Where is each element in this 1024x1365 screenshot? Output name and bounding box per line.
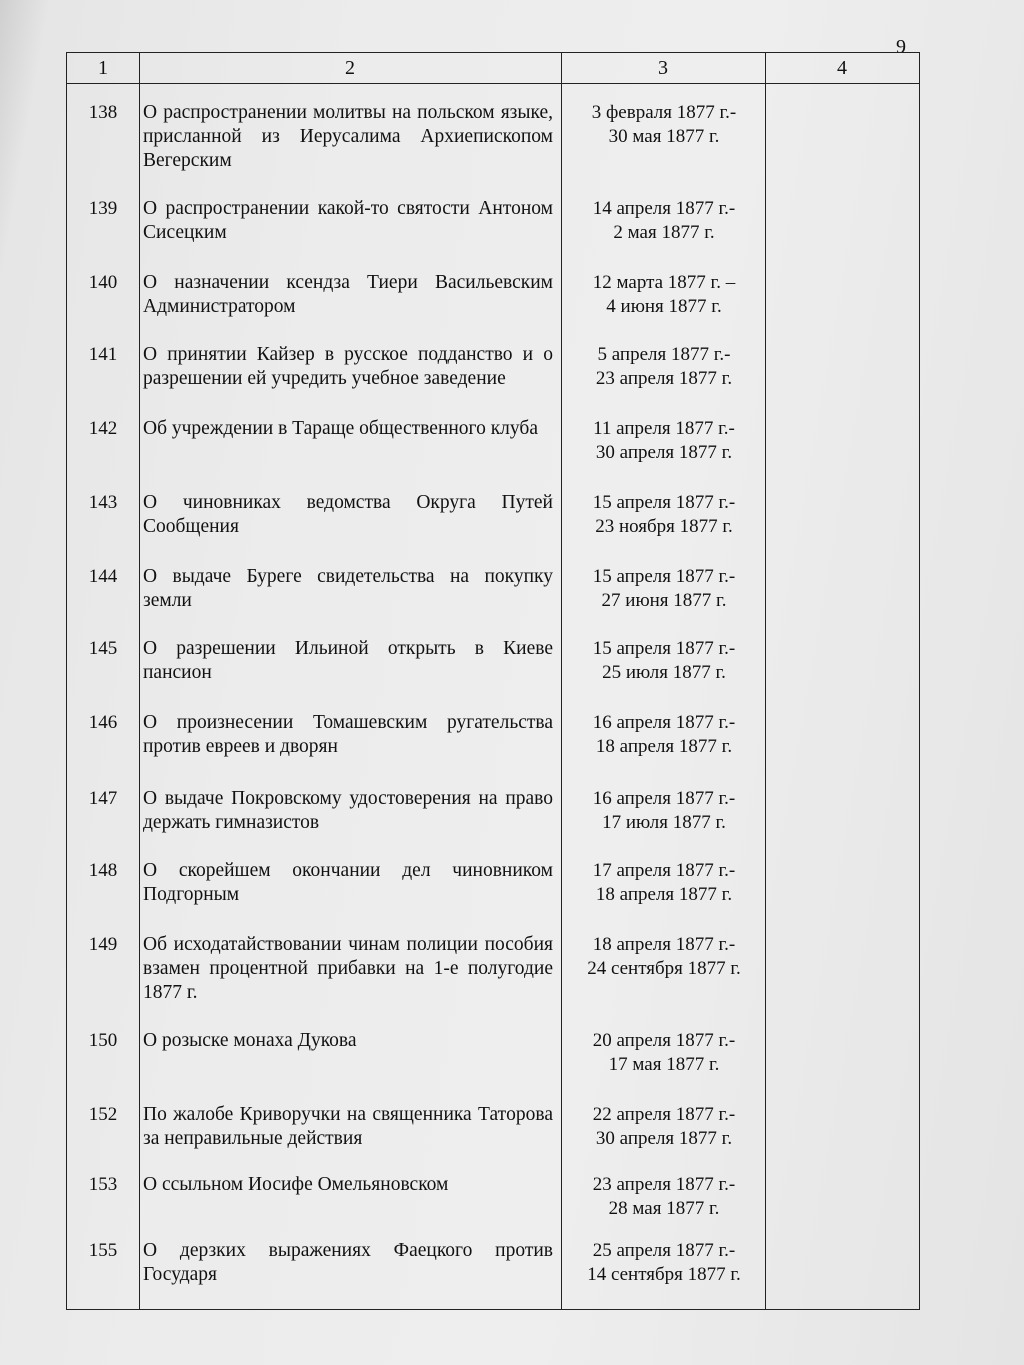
date-end: 18 апреля 1877 г. [595,736,733,757]
row-number: 153 [88,1174,118,1195]
row-title: О назначении ксендза Тиери Васильевским Администратором [143,272,553,317]
row-title: О распространении молитвы на польском языке, присланной из Иерусалима Архиепископом Вегерским [143,102,553,171]
header-col-3: 3 [658,57,668,79]
date-start: 15 апреля 1877 г.- [592,638,736,659]
row-dates [563,1173,765,1221]
row-dates [563,1239,765,1287]
header-col-2: 2 [345,57,355,79]
row-title: О чиновниках ведомства Округа Путей Сообщения [143,492,553,537]
row-title: О дерзких выражениях Фаецкого против Государя [143,1240,553,1285]
date-start: 15 апреля 1877 г.- [592,492,736,513]
row-number: 152 [88,1104,118,1125]
date-end: 30 апреля 1877 г. [595,442,733,463]
row-number: 143 [88,492,118,513]
date-end: 18 апреля 1877 г. [595,884,733,905]
row-dates [563,1103,765,1151]
row-dates [563,933,765,981]
row-dates [563,787,765,835]
row-title: О выдаче Покровскому удостоверения на право держать гимназистов [143,788,553,833]
row-title: О розыске монаха Дукова [143,1030,357,1051]
row-title: Об исходатайствовании чинам полиции пособия взамен процентной прибавки на 1-е полугодие 1877 г. [143,934,553,1003]
row-dates [563,343,765,391]
row-title: О разрешении Ильиной открыть в Киеве пансион [143,638,553,683]
row-number: 144 [88,566,118,587]
column-divider [765,53,766,1309]
inventory-table [66,52,920,1310]
date-start: 3 февраля 1877 г.- [591,102,737,123]
row-number: 150 [88,1030,118,1051]
row-title: О скорейшем окончании дел чиновником Подгорным [143,860,553,905]
date-end: 4 июня 1877 г. [606,296,722,317]
date-end: 17 июля 1877 г. [602,812,726,833]
row-dates [563,417,765,465]
date-end: 14 сентября 1877 г. [587,1264,741,1285]
row-title: О произнесении Томашевским ругательства против евреев и дворян [143,712,553,757]
page-number: 9 [896,36,906,58]
date-start: 5 апреля 1877 г.- [597,344,731,365]
row-title: О принятии Кайзер в русское подданство и о разрешении ей учредить учебное заведение [143,344,553,389]
row-number: 140 [88,272,118,293]
date-start: 12 марта 1877 г. – [592,272,736,293]
date-end: 30 апреля 1877 г. [595,1128,733,1149]
row-dates [563,101,765,149]
date-start: 22 апреля 1877 г.- [592,1104,736,1125]
date-start: 23 апреля 1877 г.- [592,1174,736,1195]
row-dates [563,1029,765,1077]
row-title: О распространении какой-то святости Антоном Сисецким [143,198,553,243]
row-dates [563,271,765,319]
row-dates [563,197,765,245]
header-divider [67,83,919,84]
row-number: 155 [88,1240,118,1261]
row-number: 139 [88,198,118,219]
row-number: 149 [88,934,118,955]
date-end: 24 сентября 1877 г. [587,958,741,979]
row-number: 147 [88,788,118,809]
row-number: 146 [88,712,118,733]
row-number: 145 [88,638,118,659]
row-number: 138 [88,102,118,123]
row-number: 142 [88,418,118,439]
date-end: 17 мая 1877 г. [608,1054,720,1075]
row-dates [563,565,765,613]
date-end: 25 июля 1877 г. [602,662,726,683]
row-title: О выдаче Буреге свидетельства на покупку земли [143,566,553,611]
row-dates [563,711,765,759]
column-divider [561,53,562,1309]
row-title: Об учреждении в Таращe общественного клуба [143,418,538,439]
date-start: 20 апреля 1877 г.- [592,1030,736,1051]
date-start: 16 апреля 1877 г.- [592,712,736,733]
date-start: 17 апреля 1877 г.- [592,860,736,881]
date-end: 27 июня 1877 г. [601,590,727,611]
date-start: 16 апреля 1877 г.- [592,788,736,809]
header-col-1: 1 [98,57,108,79]
row-title: О ссыльном Иосифе Омельяновском [143,1174,449,1195]
date-start: 14 апреля 1877 г.- [592,198,736,219]
row-dates [563,637,765,685]
row-number: 148 [88,860,118,881]
row-title: По жалобе Криворучки на священника Татoрова за неправильные действия [143,1104,553,1149]
row-dates [563,491,765,539]
header-col-4: 4 [837,57,847,79]
date-start: 25 апреля 1877 г.- [592,1240,736,1261]
date-end: 28 мая 1877 г. [608,1198,720,1219]
date-start: 18 апреля 1877 г.- [592,934,736,955]
row-dates [563,859,765,907]
date-start: 15 апреля 1877 г.- [592,566,736,587]
date-end: 2 мая 1877 г. [613,222,715,243]
date-end: 23 ноября 1877 г. [595,516,733,537]
date-start: 11 апреля 1877 г.- [593,418,735,439]
row-number: 141 [88,344,118,365]
date-end: 23 апреля 1877 г. [595,368,733,389]
date-end: 30 мая 1877 г. [608,126,720,147]
